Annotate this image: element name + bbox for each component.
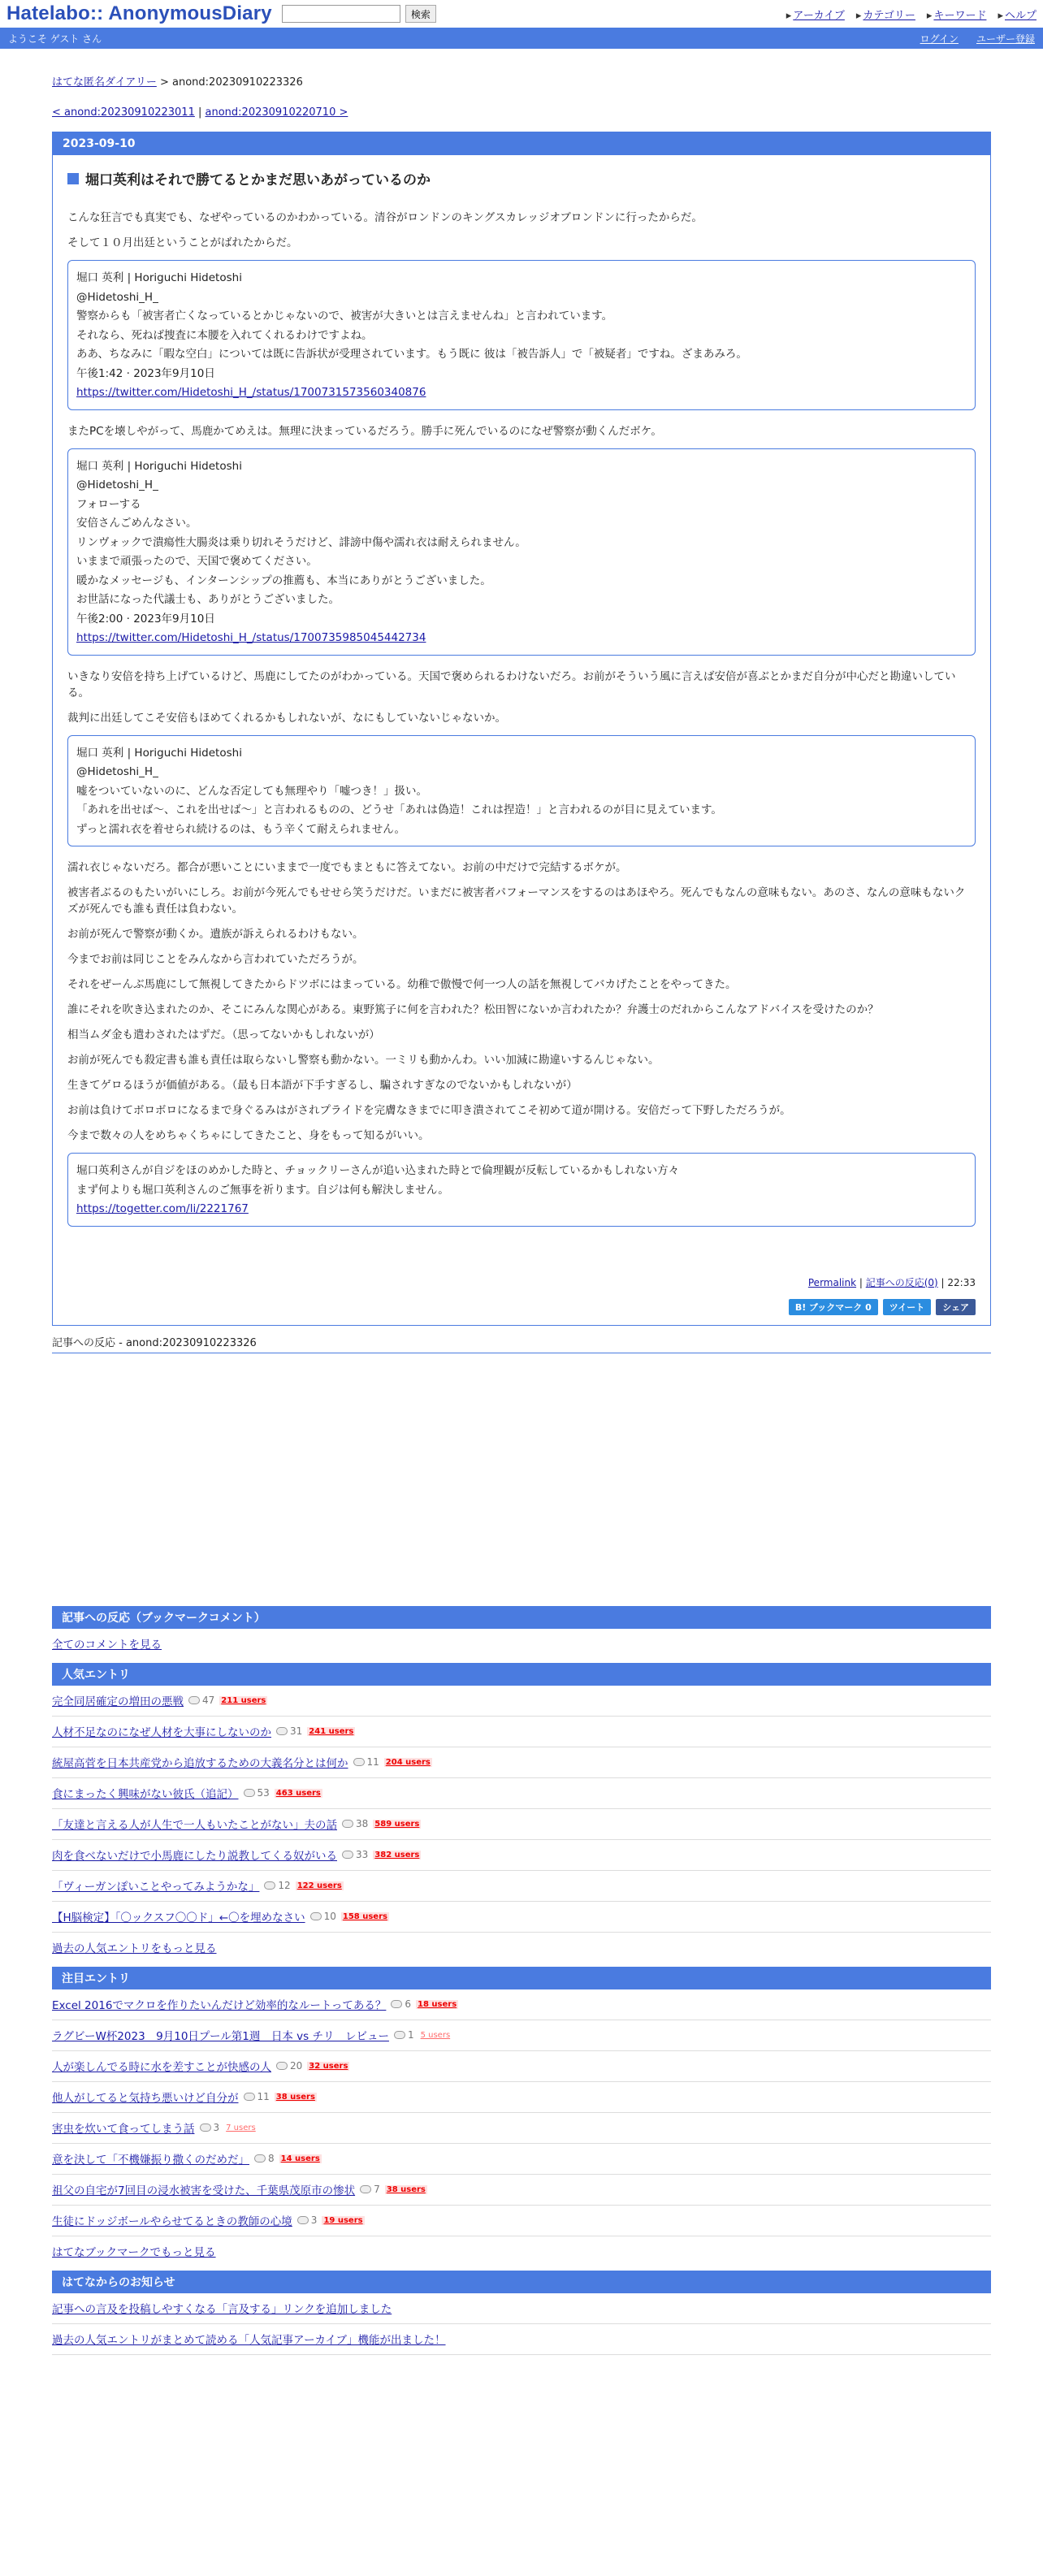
- comment-icon: [353, 1758, 365, 1766]
- comment-count: [254, 2153, 275, 2164]
- prev-entry-link[interactable]: < anond:20230910223011: [52, 106, 195, 119]
- quote-line: 「あれを出せば〜、これを出せば〜」と言われるものの、どうせ「あれは偽造！これは捏造！」と言われるのが目に見えています。: [76, 803, 722, 816]
- comment-icon: [360, 2185, 371, 2193]
- popular-more-link[interactable]: 過去の人気エントリをもっと見る: [52, 1942, 217, 1955]
- comment-count: [310, 1911, 336, 1922]
- bookmark-comments-head: 記事への反応（ブックマークコメント）: [52, 1606, 991, 1629]
- entry-link[interactable]: 統屋高菅を日本共産党から追放するための大義名分とは何か: [52, 1757, 348, 1770]
- nav-archive[interactable]: ▸ アーカイブ: [786, 6, 845, 22]
- quote-line: 堀口 英利 | Horiguchi Hidetoshi: [76, 271, 242, 284]
- para: こんな狂言でも真実でも、なぜやっているのかわかっている。清谷がロンドンのキングスカレッジオブロンドンに行ったからだ。: [67, 211, 703, 224]
- quote-line: それなら、死ねば捜査に本腰を入れてくれるわけですよね。: [76, 328, 373, 342]
- togetter-quote: [67, 1153, 976, 1227]
- list-item: [52, 2051, 991, 2082]
- attention-list: [52, 1989, 991, 2236]
- quote-line: 警察からも「被害者亡くなっているとかじゃないので、被害が大きいとは言えませんね」と言われています。: [76, 310, 613, 323]
- facebook-share-button[interactable]: シェア: [936, 1299, 976, 1315]
- comment-icon: [276, 2062, 288, 2070]
- comment-count: [276, 1725, 302, 1737]
- breadcrumb: [52, 73, 991, 89]
- comment-icon: [276, 1727, 288, 1735]
- comment-number: 31: [290, 1725, 303, 1737]
- comment-number: 20: [290, 2060, 303, 2072]
- users-badge[interactable]: 589 users: [374, 1819, 420, 1829]
- users-badge[interactable]: 18 users: [418, 1999, 457, 2009]
- entry-title-text[interactable]: 堀口英利はそれで勝てるとかまだ思いあがっているのか: [85, 172, 431, 188]
- nav-keyword[interactable]: ▸ キーワード: [927, 6, 987, 22]
- para: 今まで数々の人をめちゃくちゃにしてきたこと、身をもって知るがいい。: [67, 1129, 430, 1142]
- entry-time: 22:33: [947, 1276, 976, 1288]
- comment-icon: [342, 1851, 353, 1859]
- quote-link[interactable]: https://twitter.com/Hidetoshi_H_/status/1700731573560340876: [76, 386, 426, 399]
- para: 相当ムダ金も遣わされたはずだ。（思ってないかもしれないが）: [67, 1028, 380, 1041]
- comment-count: [188, 1695, 214, 1706]
- comment-number: 8: [268, 2153, 275, 2164]
- entry-link[interactable]: 【H脳検定】「〇ックスフ〇〇ド」←〇を埋めなさい: [52, 1911, 305, 1924]
- login-link[interactable]: ログイン: [920, 32, 959, 45]
- comment-number: 38: [356, 1818, 369, 1829]
- tweet-quote: [67, 260, 976, 410]
- top-nav: [786, 6, 1037, 22]
- notice-link[interactable]: 過去の人気エントリがまとめて読める「人気記事アーカイブ」機能が出ました！: [52, 2334, 446, 2347]
- search-form: [282, 5, 436, 23]
- users-badge[interactable]: 122 users: [296, 1881, 342, 1890]
- list-item: [52, 2144, 991, 2175]
- entry-link[interactable]: 人材不足なのになぜ人材を大事にしないのか: [52, 1726, 271, 1739]
- share-buttons: [67, 1299, 976, 1315]
- entry-footer: Permalink | 記事への反応(0) | 22:33: [807, 1276, 976, 1288]
- attention-more-link[interactable]: はてなブックマークでもっと見る: [52, 2245, 216, 2259]
- comment-number: 1: [407, 2029, 414, 2041]
- breadcrumb-sep: >: [156, 76, 173, 89]
- quote-line: 午後1:42 · 2023年9月10日: [76, 366, 215, 380]
- quote-line: フォローする: [76, 497, 141, 511]
- pager-sep: |: [194, 106, 206, 119]
- site-logo[interactable]: Hatelabo:: AnonymousDiary: [6, 2, 272, 24]
- tweet-quote: [67, 448, 976, 656]
- list-item: [52, 2206, 991, 2236]
- entry-link[interactable]: 生徒にドッジボールやらせてるときの教師の心境: [52, 2215, 292, 2228]
- entry-link[interactable]: 食にまったく興味がない彼氏（追記）: [52, 1788, 239, 1801]
- comment-count: [297, 2214, 318, 2226]
- notice-head: はてなからのお知らせ: [52, 2271, 991, 2293]
- entry-link[interactable]: Excel 2016でマクロを作りたいんだけど効率的なルートってある？: [52, 1999, 387, 2012]
- users-badge[interactable]: 7 users: [226, 2123, 256, 2132]
- quote-line: 堀口英利さんが自ジをほのめかした時と、チョックリーさんが追い込まれた時とで倫理観が反転しているかもしれない方々: [76, 1164, 680, 1177]
- comment-icon: [391, 2000, 402, 2008]
- quote-line: ああ、ちなみに「暇な空白」については既に告訴状が受理されています。もう既に 彼は「被告訴人」で「被疑者」ですね。ざまあみろ。: [76, 348, 747, 361]
- comment-count: [394, 2029, 414, 2041]
- quote-line: 嘘をついていないのに、どんな否定しても無理やり「嘘つき！」扱い。: [76, 784, 427, 798]
- quote-line: 午後2:00 · 2023年9月10日: [76, 612, 215, 626]
- comment-icon: [297, 2216, 309, 2224]
- comment-count: [264, 1880, 290, 1891]
- quote-line: まず何よりも堀口英利さんのご無事を祈ります。自ジは何も解決しません。: [76, 1183, 449, 1197]
- quote-line: 堀口 英利 | Horiguchi Hidetoshi: [76, 459, 242, 473]
- para: いきなり安倍を持ち上げているけど、馬鹿にしてたのがわかっている。天国で褒められるわけないだろ。お前がそういう風に言えば安倍が喜ぶとかまだ自分が中心だと勘違いしている。: [67, 669, 956, 699]
- comment-number: 3: [310, 2214, 318, 2226]
- comment-number: 3: [213, 2122, 220, 2133]
- users-badge[interactable]: 5 users: [420, 2030, 451, 2040]
- list-item: [52, 1686, 991, 1717]
- entry-body: [53, 155, 990, 1325]
- list-item: [52, 2113, 991, 2144]
- users-badge[interactable]: 158 users: [342, 1911, 387, 1921]
- popular-list: [52, 1686, 991, 1933]
- para: 誰にそれを吹き込まれたのか、そこにみんな関心がある。東野篤子に何を言われた？松田智にないか言われたか？弁護士のだれからこんなアドバイスを受けたのか？: [67, 1003, 879, 1016]
- quote-line: @Hidetoshi_H_: [76, 478, 158, 491]
- para: 濡れ衣じゃないだろ。都合が悪いことにいままで一度でもまともに答えてない。お前の中だけで完結するボケが。: [67, 861, 627, 874]
- list-item: [52, 2324, 991, 2355]
- search-input[interactable]: [282, 5, 400, 23]
- quote-line: 堀口 英利 | Horiguchi Hidetoshi: [76, 746, 242, 760]
- users-badge[interactable]: 211 users: [221, 1695, 266, 1705]
- list-item: [52, 1902, 991, 1933]
- para: お前が死んでも殺定書も誰も責任は取らないし警察も動かない。一ミリも動かんわ。いい加減に勘違いするんじゃない。: [67, 1054, 660, 1067]
- main-container: [52, 73, 991, 2355]
- para: 裁判に出廷してこそ安倍もほめてくれるかもしれないが、なにもしていないじゃないか。: [67, 711, 506, 725]
- quote-line: リンヴォックで潰瘍性大腸炎は乗り切れそうだけど、誹謗中傷や濡れ衣は耐えられません。: [76, 535, 526, 549]
- comment-number: 11: [257, 2091, 270, 2102]
- users-badge[interactable]: 14 users: [280, 2154, 320, 2163]
- list-item: [52, 1809, 991, 1840]
- users-badge[interactable]: 32 users: [309, 2061, 348, 2071]
- tweet-quote: [67, 735, 976, 847]
- para: お前は負けてボロボロになるまで身ぐるみはがされプライドを完膚なきまでに叩き潰されてこそ初めて道が開ける。安倍だって下野しただろうが。: [67, 1104, 791, 1117]
- quote-link[interactable]: https://twitter.com/Hidetoshi_H_/status/1700735985045442734: [76, 631, 426, 644]
- nav-help[interactable]: ▸ ヘルプ: [998, 6, 1037, 22]
- ad-space: [52, 1353, 991, 1601]
- list-item: [52, 2020, 991, 2051]
- diary-day: [52, 132, 991, 1326]
- users-badge[interactable]: 38 users: [386, 2184, 426, 2194]
- comment-count: [342, 1818, 368, 1829]
- comment-icon: [188, 1696, 200, 1704]
- users-badge[interactable]: 241 users: [309, 1726, 354, 1736]
- entry-link[interactable]: 害虫を炊いて食ってしまう話: [52, 2123, 195, 2136]
- list-item: [52, 1717, 991, 1747]
- list-item: [52, 1747, 991, 1778]
- comment-count: [353, 1756, 379, 1768]
- entry-link[interactable]: 「ヴィーガンぽいことやってみようかな」: [52, 1881, 260, 1894]
- entry-link[interactable]: 意を決して「不機嫌振り撒くのだめだ」: [52, 2154, 249, 2167]
- entry-link[interactable]: ラグビーW杯2023 9月10日プール第1週 日本 vs チリ レビュー: [52, 2030, 389, 2043]
- entry-link[interactable]: 完全同居確定の増田の悪戦: [52, 1695, 184, 1708]
- comment-icon: [244, 2093, 255, 2101]
- para: 被害者ぶるのもたいがいにしろ。お前が今死んでもせせら笑うだけだ。いまだに被害者パフォーマンスをするのはあほやろ。死んでもなんの意味もない。あのさ、なんの意味もないクズが死んでも誰も責任は負わない。: [67, 886, 966, 916]
- comment-count: [244, 2091, 270, 2102]
- comment-count: [200, 2122, 220, 2133]
- search-button[interactable]: 検索: [405, 5, 436, 23]
- attention-more-line: [52, 2236, 991, 2266]
- quote-line: 安倍さんごめんなさい。: [76, 517, 197, 530]
- users-badge[interactable]: 38 users: [275, 2092, 315, 2102]
- top-bar: [0, 0, 1043, 28]
- user-bar: [0, 28, 1043, 49]
- quote-line: お世話になった代議士も、ありがとうございました。: [76, 593, 340, 606]
- quote-line: 暖かなメッセージも、インターンシップの推薦も、本当にありがとうございました。: [76, 574, 491, 587]
- comment-number: 11: [366, 1756, 379, 1768]
- attention-head: 注目エントリ: [52, 1967, 991, 1989]
- para: そして１０月出廷ということがばれたからだ。: [67, 236, 298, 249]
- quote-line: いままで頑張ったので、天国で褒めてください。: [76, 555, 318, 568]
- quote-line: ずっと濡れ衣を着せられ続けるのは、もう辛くて耐えられません。: [76, 822, 405, 836]
- entry-title: [67, 168, 976, 188]
- all-comments-line: [52, 1629, 991, 1658]
- comment-count: [342, 1849, 368, 1860]
- list-item: [52, 2175, 991, 2206]
- users-badge[interactable]: 19 users: [323, 2215, 363, 2225]
- comment-icon: [310, 1912, 322, 1920]
- para: 生きてゲロるほうが価値がある。（最も日本語が下手すぎるし、騙されすぎなのでないかもしれないが）: [67, 1079, 578, 1092]
- comment-number: 12: [278, 1880, 291, 1891]
- list-item: [52, 1778, 991, 1809]
- breadcrumb-current: anond:20230910223326: [172, 76, 303, 89]
- comment-count: [276, 2060, 302, 2072]
- nav-category[interactable]: ▸ カテゴリー: [856, 6, 915, 22]
- comment-number: 10: [323, 1911, 336, 1922]
- reactions-link[interactable]: 記事への反応(0): [865, 1276, 938, 1288]
- pager: [52, 106, 991, 119]
- register-link[interactable]: ユーザー登録: [976, 32, 1035, 45]
- next-entry-link[interactable]: anond:20230910220710 >: [205, 106, 348, 119]
- popular-more-line: [52, 1933, 991, 1962]
- comment-count: [244, 1787, 270, 1799]
- welcome-text: ようこそ ゲスト さん: [8, 32, 102, 45]
- entry-link[interactable]: 他人がしてると気持ち悪いけど自分が: [52, 2092, 239, 2105]
- list-item: [52, 2293, 991, 2324]
- list-item: [52, 2082, 991, 2113]
- para: お前が死んで警察が動くか。遺族が訴えられるわけもない。: [67, 928, 364, 941]
- hatena-bookmark-button[interactable]: B! ブックマーク 0: [789, 1299, 878, 1315]
- comment-count: [360, 2184, 380, 2195]
- breadcrumb-home[interactable]: はてな匿名ダイアリー: [52, 76, 157, 89]
- comment-count: [391, 1998, 411, 2010]
- popular-head: 人気エントリ: [52, 1663, 991, 1686]
- all-comments-link[interactable]: 全てのコメントを見る: [52, 1638, 162, 1652]
- users-badge[interactable]: 463 users: [275, 1788, 321, 1798]
- para: それをぜーんぶ馬鹿にして無視してきたからドツボにはまっている。幼稚で傲慢で何一つ人の話を無視してバカげたことをやってきた。: [67, 978, 737, 991]
- comment-number: 6: [405, 1998, 412, 2010]
- comment-icon: [254, 2154, 266, 2163]
- quote-line: @Hidetoshi_H_: [76, 765, 158, 778]
- day-date: 2023-09-10: [53, 132, 990, 155]
- comment-number: 53: [257, 1787, 270, 1799]
- entry-link[interactable]: 肉を食べないだけで小馬鹿にしたり説教してくる奴がいる: [52, 1850, 337, 1863]
- list-item: [52, 1840, 991, 1871]
- comment-number: 33: [356, 1849, 369, 1860]
- list-item: [52, 1989, 991, 2020]
- users-badge[interactable]: 382 users: [374, 1850, 420, 1859]
- quote-line: @Hidetoshi_H_: [76, 290, 158, 304]
- permalink[interactable]: Permalink: [807, 1276, 857, 1288]
- tweet-button[interactable]: ツイート: [883, 1299, 931, 1315]
- comment-icon: [342, 1820, 353, 1828]
- title-square-icon: [67, 173, 79, 184]
- reactions-title: 記事への反応 - anond:20230910223326: [52, 1334, 991, 1353]
- comment-icon: [394, 2031, 405, 2039]
- entry-link[interactable]: 「友達と言える人が人生で一人もいたことがない」夫の話: [52, 1819, 337, 1832]
- para: またPCを壊しやがって、馬鹿かてめえは。無理に決まっているだろう。勝手に死んでいるのになぜ警察が動くんだボケ。: [67, 424, 662, 438]
- comment-icon: [200, 2124, 211, 2132]
- quote-link[interactable]: https://togetter.com/li/2221767: [76, 1202, 249, 1215]
- comment-icon: [264, 1881, 275, 1890]
- comment-number: 47: [202, 1695, 215, 1706]
- comment-icon: [244, 1789, 255, 1797]
- notice-list: [52, 2293, 991, 2355]
- notice-link[interactable]: 記事への言及を投稿しやすくなる「言及する」リンクを追加しました: [52, 2303, 392, 2316]
- users-badge[interactable]: 204 users: [385, 1757, 431, 1767]
- entry-link[interactable]: 人が楽しんでる時に水を差すことが快感の人: [52, 2061, 271, 2074]
- entry-link[interactable]: 祖父の自宅が7回目の浸水被害を受けた、千葉県茂原市の惨状: [52, 2184, 356, 2197]
- comment-number: 7: [374, 2184, 380, 2195]
- para: 今までお前は同じことをみんなから言われていただろうが。: [67, 953, 364, 966]
- list-item: [52, 1871, 991, 1902]
